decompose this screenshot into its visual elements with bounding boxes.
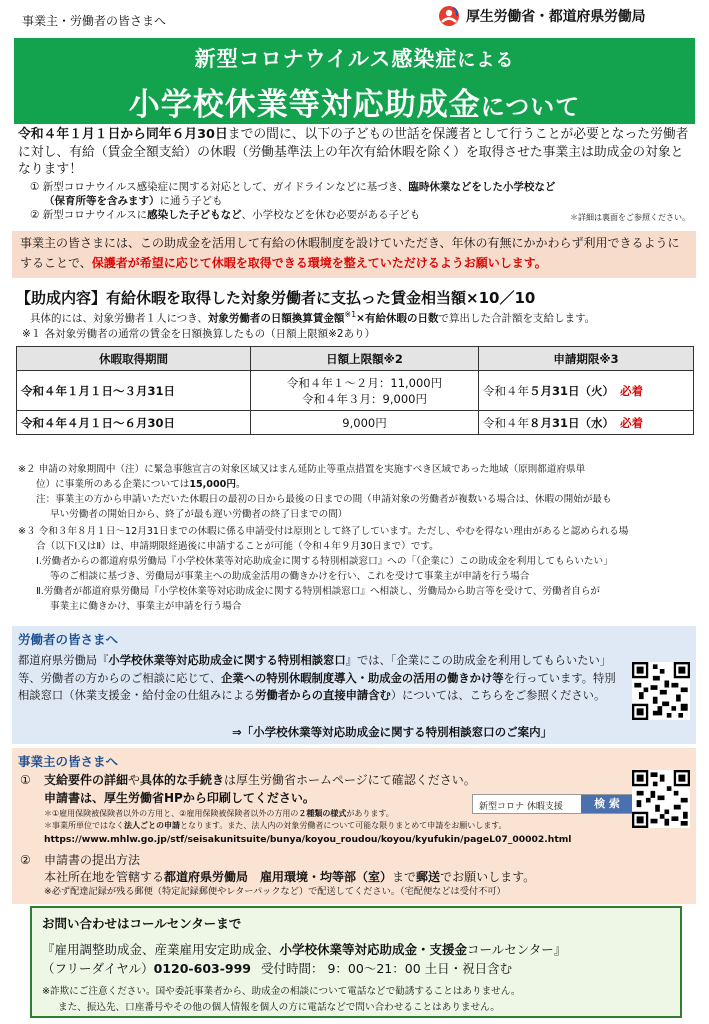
qr-code-icon[interactable] xyxy=(632,662,690,720)
table-row xyxy=(17,371,694,411)
contact-heading: お問い合わせはコールセンターまで xyxy=(42,916,242,931)
grant-period-table xyxy=(16,346,694,435)
ministry-name: 厚生労働省・都道府県労働局 xyxy=(466,9,646,25)
mhlw-url-link[interactable]: https://www.mhlw.go.jp/stf/seisakunitsuite/bunya/koyou_roudou/koyou/kyufukin/pageL07_00002.html xyxy=(44,834,572,845)
ministry-emblem-icon xyxy=(438,5,460,27)
footnote-2-note-cont: 早い労働者の開始日から、終了が最も遅い労働者の終了日までの間） xyxy=(50,509,348,520)
footnote-3-case-1: Ⅰ.労働者からの都道府県労働局『小学校休業等対応助成金に関する特別相談窓口』への「（企業に）この助成金を利用してもらいたい」 xyxy=(36,556,613,567)
banner-line1: 新型コロナウイルス感染症 xyxy=(194,47,458,71)
period-cell: 令和４年１月１日～３月31日 xyxy=(17,371,251,411)
consultation-link[interactable]: ⇒「小学校休業等対応助成金に関する特別相談窓口のご案内」 xyxy=(232,725,553,739)
page-title: 小学校休業等対応助成金 xyxy=(128,87,481,123)
grant-content-heading: 【助成内容】有給休暇を取得した対象労働者に支払った賃金相当額×10／10 xyxy=(16,289,536,307)
column-header: 日額上限額※2 xyxy=(251,347,479,371)
workers-text: 都道府県労働局『小学校休業等対応助成金に関する特別相談窓口』では、「企業にこの助成金を利用してもらいたい」等、労働者の方からのご相談に応じて、企業への特別休暇制度導入・助成金の活用の働きかけ等を行っています。特別相談窓口（休業支援金・給付金の仕組みによる労働者からの直接申請含む）については、こちらをご参照ください。 xyxy=(18,654,616,702)
limit-cell: 9,000円 xyxy=(251,411,479,435)
list-item-cont: （保育所等を含みます）に通う子ども xyxy=(44,195,223,207)
procedure-info: 支給要件の詳細や具体的な手続きは厚生労働省ホームページにて確認ください。 xyxy=(44,773,476,787)
column-header: 休暇取得期間 xyxy=(17,347,251,371)
footnote-3-case-1-cont: 等のご相談に基づき、労働局が事業主への助成金活用の働きかけを行い、これを受けて事業主が申請を行う場合 xyxy=(50,571,530,582)
employers-section xyxy=(12,748,696,904)
request-text: 事業主の皆さまには、この助成金を活用して有給の休暇制度を設けていただき、年休の有無にかかわらず利用できるようにすることで、 xyxy=(20,236,680,270)
list-item: ① 新型コロナウイルス感染症に関する対応として、ガイドラインなどに基づき、臨時休業などをした小学校など xyxy=(30,181,556,193)
page-title-suffix: について xyxy=(480,93,581,121)
corporate-note: ＊事業所単位ではなく法人ごとの申請となります。また、法人内の対象労働者について可能な限りまとめて申請をお願いします。 xyxy=(44,821,507,830)
workers-heading: 労働者の皆さまへ xyxy=(18,632,119,647)
request-emphasis: 保護者が希望に応じて休暇を取得できる環境を整えていただけるようお願いします。 xyxy=(91,256,547,270)
footnote-2: ※２ 申請の対象期間中（注）に緊急事態宣言の対象区域又はまん延防止等重点措置を実施すべき区域であった地域（原則都道府県単 xyxy=(18,464,586,475)
contact-box xyxy=(30,906,682,1018)
submission-address: 本社所在地を管轄する都道府県労働局 雇用環境・均等部（室）まで郵送でお願いします。 xyxy=(44,870,536,884)
table-header-row xyxy=(17,347,694,371)
item-number: ① xyxy=(20,773,31,787)
call-center-phone: （フリーダイヤル）0120-603-999 受付時間： 9：00～21：00 土日・祝日含む xyxy=(42,961,513,976)
form-print-note: 申請書は、厚生労働省HPから印刷してください。 xyxy=(44,791,315,805)
search-input[interactable]: 新型コロナ 休暇支援 xyxy=(479,802,563,812)
column-header: 申請期限※3 xyxy=(479,347,694,371)
footnote-2-note: 注：事業主の方から申請いただいた休暇日の最初の日から最後の日までの間（申請対象の労働者が複数いる場合は、休暇の開始が最も xyxy=(36,494,612,505)
footnote-2-cont: 位）に事業所のある企業については15,000円。 xyxy=(36,479,246,490)
employers-heading: 事業主の皆さまへ xyxy=(18,754,119,769)
audience-label: 事業主・労働者の皆さまへ xyxy=(22,14,167,28)
footnote-1: ※１ 各対象労働者の通常の賃金を日額換算したもの（日額上限額※2あり） xyxy=(22,328,376,340)
eligible-children-list xyxy=(30,180,690,222)
table-row xyxy=(17,411,694,435)
footnote-3-case-2: Ⅱ.労働者が都道府県労働局『小学校休業等対応助成金に関する特別相談窓口』へ相談し、労働局から助言等を受けて、労働者自らが xyxy=(36,586,601,597)
intro-period: 令和４年１月１日から同年６月30日 xyxy=(18,127,228,142)
period-cell: 令和４年４月１日～６月30日 xyxy=(17,411,251,435)
deadline-cell: 令和４年８月31日（水） 必着 xyxy=(479,411,694,435)
footnote-3-case-2-cont: 事業主に働きかけ、事業主が申請を行う場合 xyxy=(50,601,242,612)
limit-cell: 令和４年１～２月：11,000円 令和４年３月：9,000円 xyxy=(251,371,479,411)
title-banner xyxy=(14,38,695,124)
calculation-description: 具体的には、対象労働者１人につき、対象労働者の日額換算賃金額$^{※1}$×有給休暇の日数で算出した合計額を支給します。 xyxy=(30,310,596,325)
workers-section xyxy=(12,626,696,744)
request-box xyxy=(12,231,696,278)
banner-line1-suffix: による xyxy=(457,50,515,71)
footnote-3: ※３ 令和３年８月１日～12月31日までの休暇に係る申請受付は原則として終了しています。ただし、やむを得ない理由があると認められる場 xyxy=(18,526,629,537)
item-number: ② xyxy=(20,853,31,867)
footnote-3-cont: 合（以下Ⅰ又はⅡ）は、申請期限経過後に申請することが可能（令和４年９月30日まで）です。 xyxy=(36,541,439,552)
intro-text: までの間に、以下の子どもの世話を保護者として行うことが必要となった労働者に対し、有給（賃金全額支給）の休暇（労働基準法上の年次有給休暇を除く）を取得させた事業主は助成金の対象となります！ xyxy=(18,127,689,177)
search-button[interactable]: 検 索 xyxy=(581,795,633,813)
fraud-warning: ※詐欺にご注意ください。国や委託事業者から、助成金の相談について電話などで勧誘することはありません。 xyxy=(42,986,521,997)
intro-paragraph xyxy=(18,126,694,179)
mail-note: ※必ず配達記録が残る郵便（特定記録郵便やレターパックなど）で配送してください。（宅配便などは受付不可） xyxy=(44,886,506,897)
detail-note: ＊詳細は裏面をご参照ください。 xyxy=(570,213,690,222)
call-center-name: 『雇用調整助成金、産業雇用安定助成金、小学校休業等対応助成金・支援金コールセンター』 xyxy=(42,942,567,957)
list-item: ② 新型コロナウイルスに感染した子どもなど、小学校などを休む必要がある子ども ＊詳細は裏面をご参照ください。 xyxy=(30,208,690,222)
search-box[interactable] xyxy=(472,794,634,814)
form-types-note: ＊①雇用保険被保険者以外の方用と、②雇用保険被保険者以外の方用の２種類の様式があります。 xyxy=(44,809,394,818)
footnotes xyxy=(18,462,696,614)
submission-method-heading: 申請書の提出方法 xyxy=(44,853,141,867)
deadline-cell: 令和４年５月31日（火） 必着 xyxy=(479,371,694,411)
ministry-logo xyxy=(438,5,645,27)
qr-code-icon[interactable] xyxy=(632,770,690,828)
fraud-warning-cont: また、振込先、口座番号やその他の個人情報を個人の方に電話などで問い合わせることはありません。 xyxy=(58,1002,500,1013)
